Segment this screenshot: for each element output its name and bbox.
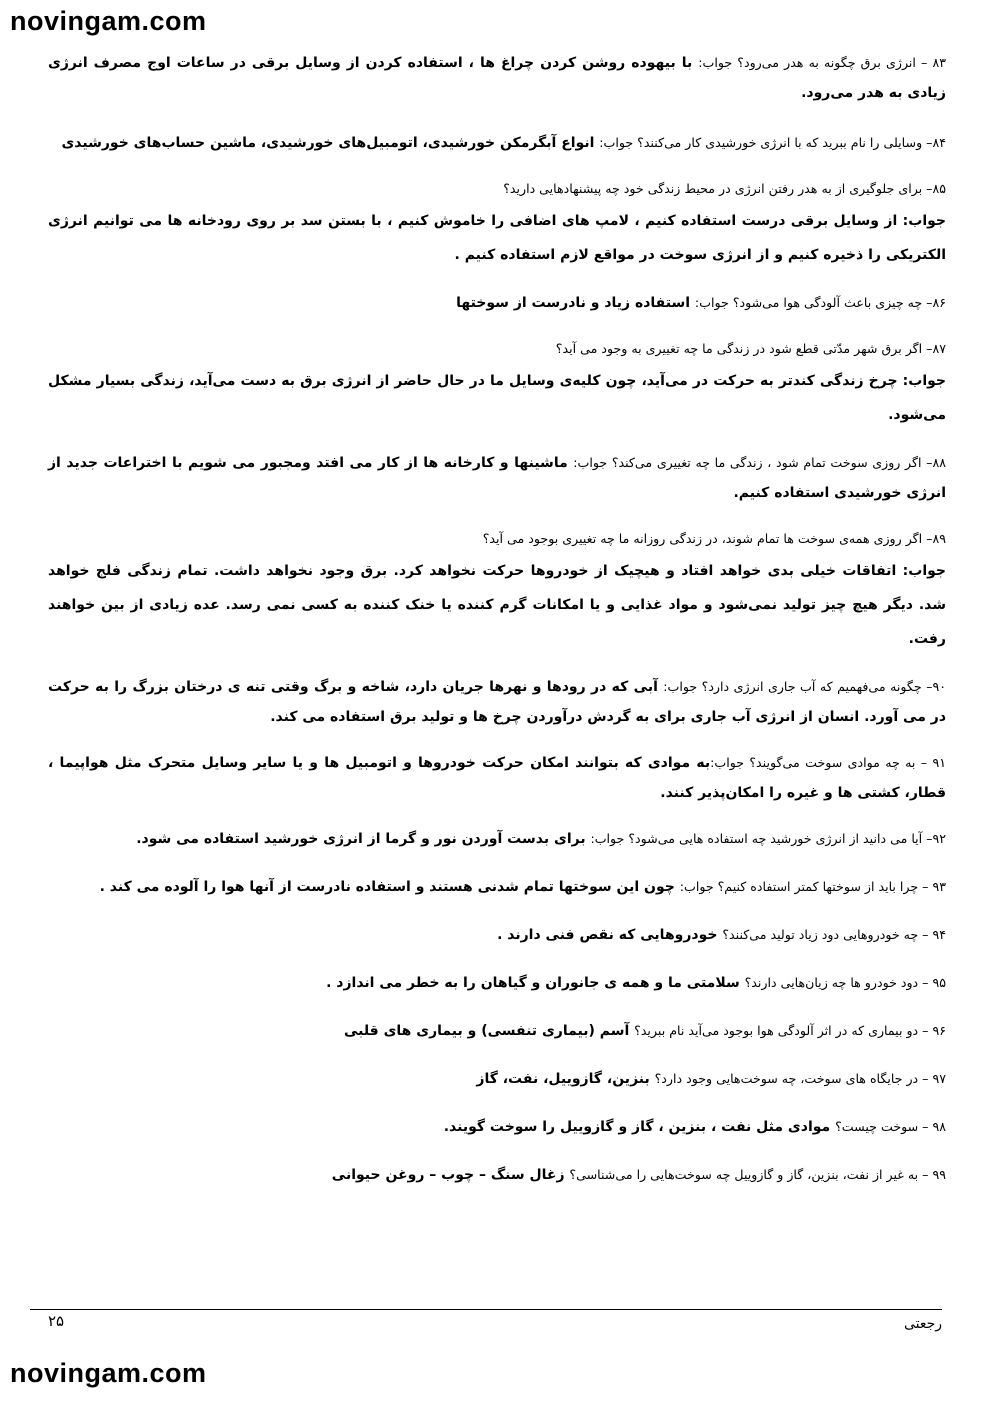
question-text: ۸۳ – انرژی برق چگونه به هدر می‌رود؟ جواب: — [698, 55, 947, 70]
answer-text: به موادی که بتوانند امکان حرکت خودروها و اتومبیل ها و یا سایر وسایل متحرک مثل هواپیما ، قطار، کشتی ها و غیره را امکان‌پذیر کنند. — [48, 755, 946, 801]
answer-text: جواب: از وسایل برقی درست استفاده کنیم ، لامپ های اضافی را خاموش کنیم ، با بستن سد بر روی رودخانه ها می توانیم انرژی الکتریکی را ذخیره کنیم و از انرژی سوخت در مواقع لازم استفاده کنیم . — [48, 213, 946, 263]
qa-item — [48, 524, 946, 656]
question-text: ۸۵– برای جلوگیری از به هدر رفتن انرژی در محیط زندگی خود چه پیشنهادهایی دارید؟ — [503, 181, 946, 196]
question-text: ۹۸ – سوخت چیست؟ — [835, 1119, 946, 1134]
qa-item — [48, 872, 946, 902]
footer-divider — [30, 1309, 942, 1310]
answer-text: جواب: اتفاقات خیلی بدی خواهد افتاد و هیچیک از خودروها حرکت نخواهد کرد. برق وجود نخواهد داشت. تمام زندگی فلج خواهد شد. دیگر هیچ چیز تولید نمی‌شود و مواد غذایی و یا امکانات گرم کننده یا خنک کننده به کسی نمی رسد. عده زیادی از بین خواهند رفت. — [48, 563, 946, 647]
qa-item — [48, 1112, 946, 1142]
qa-item — [48, 128, 946, 158]
answer-text: چون این سوختها تمام شدنی هستند و استفاده نادرست از آنها هوا را آلوده می کند . — [99, 879, 680, 895]
question-text: ۸۷– اگر برق شهر مدّتی قطع شود در زندگی ما چه تغییری به وجود می آید؟ — [555, 341, 946, 356]
watermark-bottom: novingam.com — [10, 1358, 207, 1388]
qa-item — [48, 288, 946, 318]
answer-text: انواع آبگرمکن خورشیدی، اتومبیل‌های خورشیدی، ماشین حساب‌های خورشیدی — [61, 135, 600, 151]
answer-text: با بیهوده روشن کردن چراغ ها ، استفاده کردن از وسایل برقی در ساعات اوج مصرف انرژی زیادی به هدر می‌رود. — [48, 55, 946, 101]
question-text: ۹۳ – چرا باید از سوختها کمتر استفاده کنیم؟ جواب: — [679, 879, 946, 894]
answer-text: زغال سنگ – چوب – روغن حیوانی — [331, 1167, 570, 1183]
qa-item — [48, 1160, 946, 1190]
answer-text: آبی که در رودها و نهرها جریان دارد، شاخه و برگ وقتی تنه ی درختان بزرگ را به حرکت در می آورد. انسان از انرژی آب جاری برای به گردش درآوردن چرخ ها و تولید برق استفاده می کند. — [48, 679, 946, 725]
page-number: ۲۵ — [48, 1312, 65, 1330]
qa-item — [48, 672, 946, 732]
watermark-top: novingam.com — [10, 6, 207, 36]
question-list — [48, 48, 946, 1190]
qa-item — [48, 1016, 946, 1046]
question-text: ۸۸– اگر روزی سوخت تمام شود ، زندگی ما چه تغییری می‌کند؟ جواب: — [573, 455, 946, 470]
author-name: رجعتی — [903, 1316, 942, 1332]
answer-text: برای بدست آوردن نور و گرما از انرژی خورشید استفاده می شود. — [136, 831, 591, 847]
question-text: ۹۷ – در جایگاه های سوخت، چه سوخت‌هایی وجود دارد؟ — [654, 1071, 946, 1086]
qa-item — [48, 1064, 946, 1094]
qa-item — [48, 48, 946, 108]
qa-item — [48, 448, 946, 508]
answer-text: سلامتی ما و همه ی جانوران و گیاهان را به خطر می اندازد . — [326, 975, 745, 991]
question-text: ۹۲– آیا می دانید از انرژی خورشید چه استفاده هایی می‌شود؟ جواب: — [590, 831, 946, 846]
qa-item — [48, 174, 946, 272]
question-text: ۸۶– چه چیزی باعث آلودگی هوا می‌شود؟ جواب: — [694, 295, 946, 310]
question-text: ۹۱ – به چه موادی سوخت می‌گویند؟ جواب: — [710, 755, 946, 770]
question-text: ۹۰– چگونه می‌فهمیم که آب جاری انرژی دارد؟ جواب: — [663, 679, 946, 694]
answer-text: موادی مثل نفت ، بنزین ، گاز و گازوییل را سوخت گویند. — [443, 1119, 836, 1135]
answer-text: بنزین، گازوییل، نفت، گاز — [476, 1071, 655, 1087]
question-text: ۸۹– اگر روزی همه‌ی سوخت ها تمام شوند، در زندگی روزانه ما چه تغییری بوجود می آید؟ — [482, 531, 946, 546]
question-text: ۹۹ – به غیر از نفت، بنزین، گاز و گازوییل چه سوخت‌هایی را می‌شناسی؟ — [569, 1167, 946, 1182]
qa-item — [48, 334, 946, 432]
answer-text: جواب: چرخ زندگی کندتر به حرکت در می‌آید، چون کلیه‌ی وسایل ما در حال حاضر از انرژی برق به دست می‌آید، زندگی بسیار مشکل می‌شود. — [48, 373, 946, 423]
qa-item — [48, 748, 946, 808]
qa-item — [48, 920, 946, 950]
answer-text: خودروهایی که نقص فنی دارند . — [497, 927, 723, 943]
question-text: ۹۶ – دو بیماری که در اثر آلودگی هوا بوجود می‌آید نام ببرید؟ — [634, 1023, 946, 1038]
answer-text: استفاده زیاد و نادرست از سوختها — [456, 295, 695, 311]
question-text: ۸۴– وسایلی را نام ببرید که با انرژی خورشیدی کار می‌کنند؟ جواب: — [599, 135, 946, 150]
qa-item — [48, 968, 946, 998]
answer-text: ماشینها و کارخانه ها از کار می افتد ومجبور می شویم با اختراعات جدید از انرژی خورشیدی استفاده کنیم. — [48, 455, 946, 501]
qa-item — [48, 824, 946, 854]
question-text: ۹۴ – چه خودروهایی دود زیاد تولید می‌کنند؟ — [722, 927, 946, 942]
answer-text: آسم (بیماری تنفسی) و بیماری های قلبی — [343, 1023, 635, 1039]
question-text: ۹۵ – دود خودرو ها چه زیان‌هایی دارند؟ — [744, 975, 946, 990]
